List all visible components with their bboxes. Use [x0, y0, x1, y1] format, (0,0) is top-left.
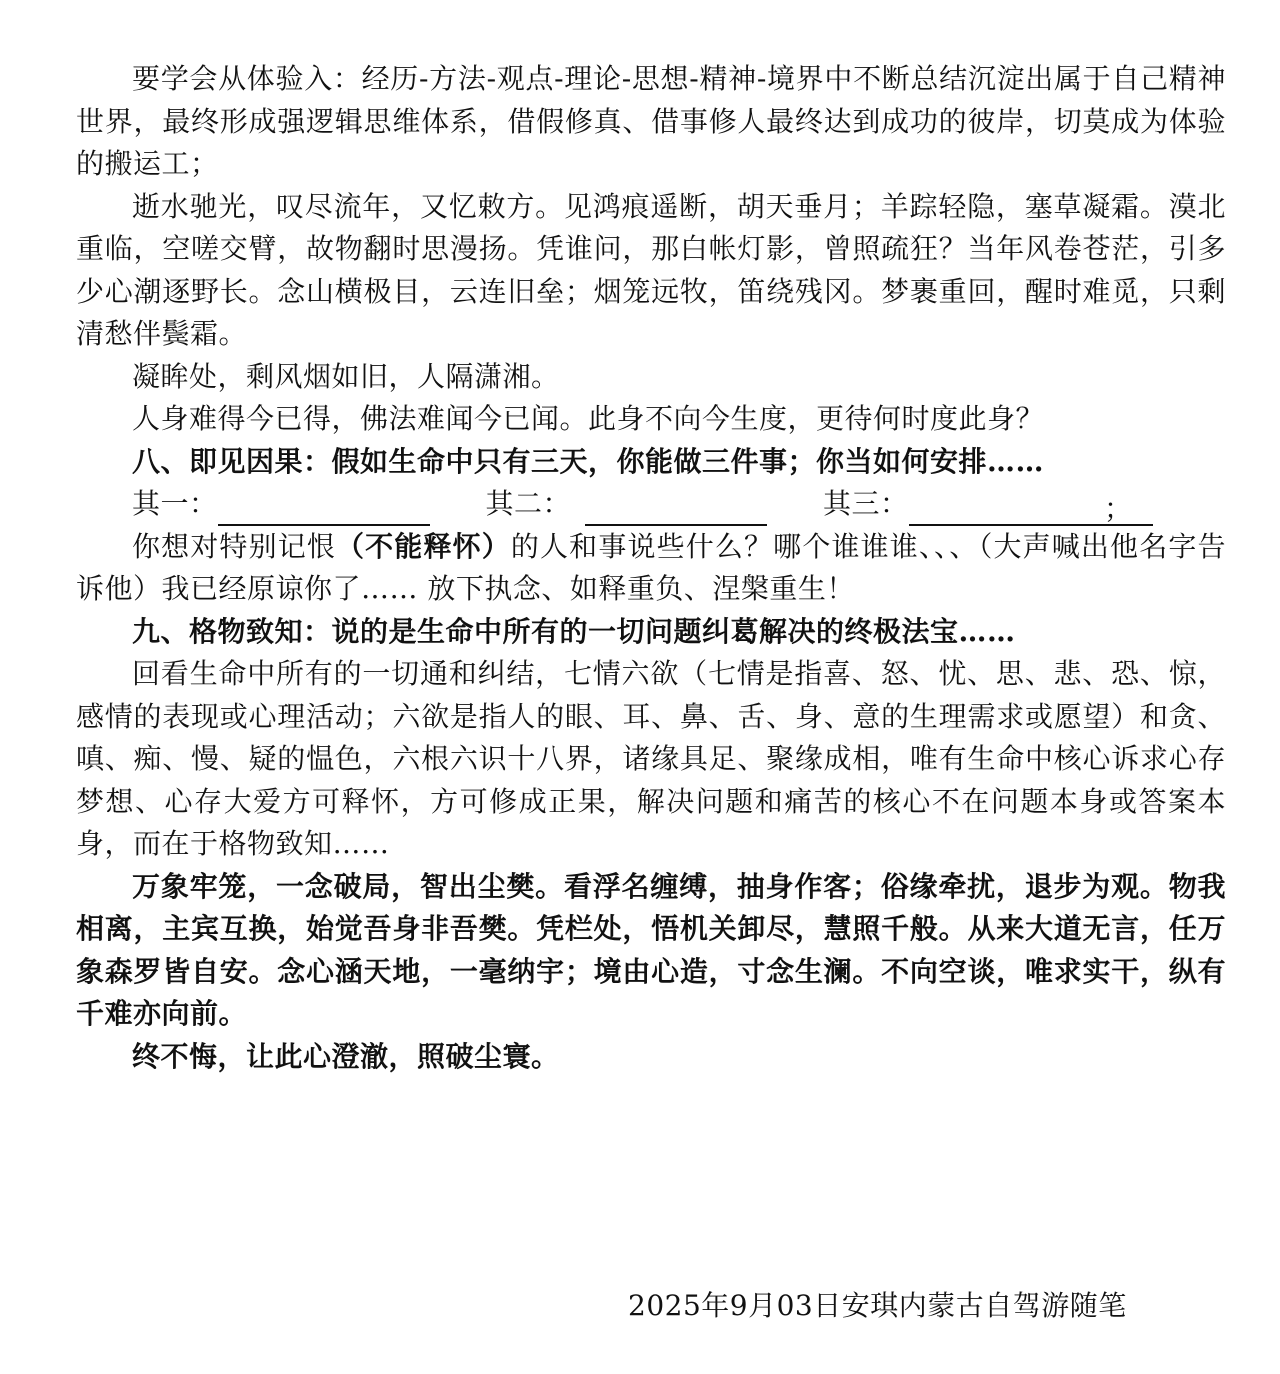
paragraph-buddhist-verse: 人身难得今已得，佛法难闻今已闻。此身不向今生度，更待何时度此身？: [132, 402, 1045, 435]
section-heading-8: 八、即见因果：假如生命中只有三天，你能做三件事；你当如何安排……: [132, 444, 1045, 478]
blank-line-first: [218, 494, 430, 526]
blank-line-third: [909, 491, 1153, 526]
blank-label-second: 其二：: [485, 487, 572, 520]
blank-label-third: 其三：: [823, 487, 909, 520]
paragraph-emotions: 回看生命中所有的一切通和纠结，七情六欲（七情是指喜、怒、忧、思、悲、恐、惊，感情的表现或心理活动；六欲是指人的眼、耳、鼻、舌、身、意的生理需求或愿望）和贪、嗔、痴、慢、疑的愠色，六根六识十八界，诸缘具足、聚缘成相，唯有生命中核心诉求心存梦想、心存大爱方可释怀，方可修成正果，解决问题和痛苦的核心不在问题本身或答案本身，而在于格物致知……: [76, 657, 1226, 860]
blank-line-second: [585, 494, 767, 526]
paragraph-poem-part4: 终不悔，让此心澄澈，照破尘寰。: [132, 1039, 560, 1073]
blank-end-mark: ；: [1104, 491, 1133, 525]
signature-date: 2025年9月03日安琪内蒙古自驾游随笔: [628, 1289, 1127, 1322]
emphasis-cannot-let-go: （不能释怀）: [336, 529, 511, 563]
blank-label-first: 其一：: [132, 487, 218, 520]
paragraph-poem-part2: 凝眸处，剩风烟如旧，人隔潇湘。: [132, 359, 560, 393]
document-body: [76, 58, 1226, 1078]
paragraph-forgiveness: 你想对特别记恨（不能释怀）的人和事说些什么？哪个谁谁谁、、、（大声喊出他名字告诉他）我已经原谅你了…… 放下执念、如释重负、涅槃重生！: [76, 529, 1226, 605]
paragraph-poem-part3: 万象牢笼，一念破局，智出尘樊。看浮名缠缚，抽身作客；俗缘牵扰，退步为观。物我相离，主宾互换，始觉吾身非吾樊。凭栏处，悟机关卸尽，慧照千般。从来大道无言，任万象森罗皆自安。念心涵天地，一毫纳宇；境由心造，寸念生澜。不向空谈，唯求实干，纵有千难亦向前。: [76, 869, 1226, 1030]
fill-in-blanks-row: [76, 483, 1226, 526]
paragraph-poem-part1: 逝水驰光，叹尽流年，又忆敕方。见鸿痕遥断，胡天垂月；羊踪轻隐，塞草凝霜。漠北重临，空嗟交臂，故物翻时思漫扬。凭谁问，那白帐灯影，曾照疏狂？当年风卷苍茫，引多少心潮逐野长。念山横极目，云连旧垒；烟笼远牧，笛绕残冈。梦裹重回，醒时难觅，只剩清愁伴鬓霜。: [76, 189, 1226, 350]
section-heading-9: 九、格物致知：说的是生命中所有的一切问题纠葛解决的终极法宝……: [132, 614, 1016, 648]
paragraph-experience: 要学会从体验入：经历-方法-观点-理论-思想-精神-境界中不断总结沉淀出属于自己精神世界，最终形成强逻辑思维体系，借假修真、借事修人最终达到成功的彼岸，切莫成为体验的搬运工；: [76, 62, 1226, 180]
